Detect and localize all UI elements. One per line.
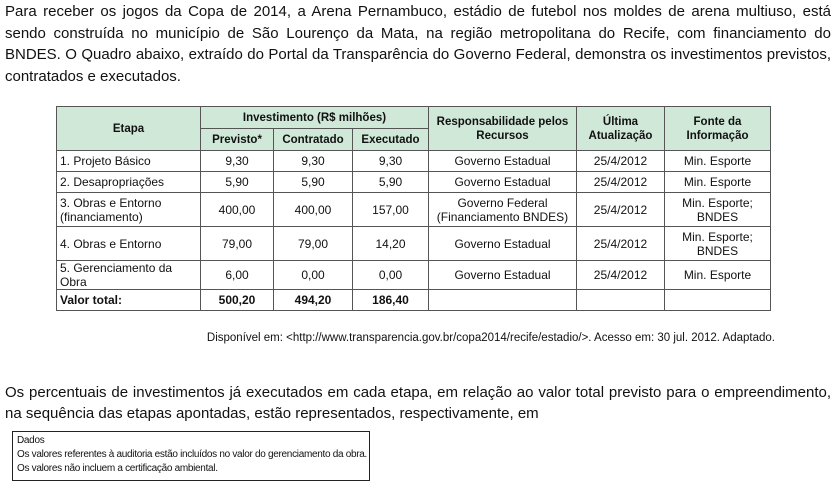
intro-paragraph: Para receber os jogos da Copa de 2014, a Arena Pernambuco, estádio de futebol nos moldes de arena multiuso, está sendo construída no município de São Lourenço da Mata, na região metropolitana do Recife, com financiamento do BNDES. O Quadro abaixo, extraído do Portal da Transparência do Governo Federal, demonstra os investimentos previstos, contratados e executados. <box>5 3 831 85</box>
cell-responsabilidade: Governo Estadual <box>429 151 577 172</box>
header-investimento: Investimento (R$ milhões) <box>201 107 429 129</box>
table-row <box>57 227 771 261</box>
cell-contratado: 0,00 <box>274 261 353 290</box>
cell-etapa: 4. Obras e Entorno <box>57 227 201 261</box>
cell-executado: 14,20 <box>353 227 429 261</box>
notes-line: Os valores referentes à auditoria estão incluídos no valor do gerenciamento da obra. <box>17 449 368 460</box>
notes-title: Dados <box>17 435 45 446</box>
cell-executado: 0,00 <box>353 261 429 290</box>
header-contratado: Contratado <box>274 129 353 151</box>
cell-previsto: 9,30 <box>201 151 274 172</box>
cell-responsabilidade: Governo Estadual <box>429 261 577 290</box>
notes-line: Os valores não incluem a certificação ambiental. <box>17 463 218 474</box>
cell-previsto: 400,00 <box>201 193 274 227</box>
cell-atualizacao: 25/4/2012 <box>577 193 665 227</box>
table-row <box>57 151 771 172</box>
cell-contratado: 9,30 <box>274 151 353 172</box>
header-fonte: Fonte da Informação <box>665 107 771 151</box>
cell-fonte: Min. Esporte <box>665 172 771 193</box>
cell-etapa: 2. Desapropriações <box>57 172 201 193</box>
investment-table <box>56 106 771 311</box>
cell-previsto: 5,90 <box>201 172 274 193</box>
cell-responsabilidade: Governo Federal (Financiamento BNDES) <box>429 193 577 227</box>
empty-cell <box>665 290 771 311</box>
cell-previsto: 6,00 <box>201 261 274 290</box>
cell-contratado: 79,00 <box>274 227 353 261</box>
cell-etapa: 1. Projeto Básico <box>57 151 201 172</box>
cell-atualizacao: 25/4/2012 <box>577 151 665 172</box>
table-row <box>57 172 771 193</box>
cell-previsto: 79,00 <box>201 227 274 261</box>
header-etapa: Etapa <box>57 107 201 151</box>
question-paragraph: Os percentuais de investimentos já executados em cada etapa, em relação ao valor total previsto para o empreendimento, na sequência das etapas apontadas, estão representados, respectivamente, em <box>5 384 831 422</box>
empty-cell <box>577 290 665 311</box>
cell-etapa: 5. Gerenciamento da Obra <box>57 261 201 290</box>
cell-atualizacao: 25/4/2012 <box>577 261 665 290</box>
cell-executado: 157,00 <box>353 193 429 227</box>
empty-cell <box>429 290 577 311</box>
cell-fonte: Min. Esporte <box>665 151 771 172</box>
cell-executado: 9,30 <box>353 151 429 172</box>
table-row <box>57 261 771 290</box>
cell-atualizacao: 25/4/2012 <box>577 172 665 193</box>
cell-responsabilidade: Governo Estadual <box>429 227 577 261</box>
total-row <box>57 290 771 311</box>
cell-atualizacao: 25/4/2012 <box>577 227 665 261</box>
total-executado: 186,40 <box>353 290 429 311</box>
header-atualizacao: Última Atualização <box>577 107 665 151</box>
header-previsto: Previsto* <box>201 129 274 151</box>
header-executado: Executado <box>353 129 429 151</box>
cell-contratado: 5,90 <box>274 172 353 193</box>
total-contratado: 494,20 <box>274 290 353 311</box>
source-citation: Disponível em: <http://www.transparencia.gov.br/copa2014/recife/estadio/>. Acesso em: 30 jul. 2012. Adaptado. <box>206 332 775 344</box>
cell-fonte: Min. Esporte <box>665 261 771 290</box>
cell-etapa: 3. Obras e Entorno (financiamento) <box>57 193 201 227</box>
total-label: Valor total: <box>57 290 201 311</box>
cell-contratado: 400,00 <box>274 193 353 227</box>
table-row <box>57 193 771 227</box>
cell-responsabilidade: Governo Estadual <box>429 172 577 193</box>
header-responsabilidade: Responsabilidade pelos Recursos <box>429 107 577 151</box>
data-notes-box <box>12 431 370 481</box>
cell-fonte: Min. Esporte; BNDES <box>665 227 771 261</box>
cell-fonte: Min. Esporte; BNDES <box>665 193 771 227</box>
cell-executado: 5,90 <box>353 172 429 193</box>
total-previsto: 500,20 <box>201 290 274 311</box>
